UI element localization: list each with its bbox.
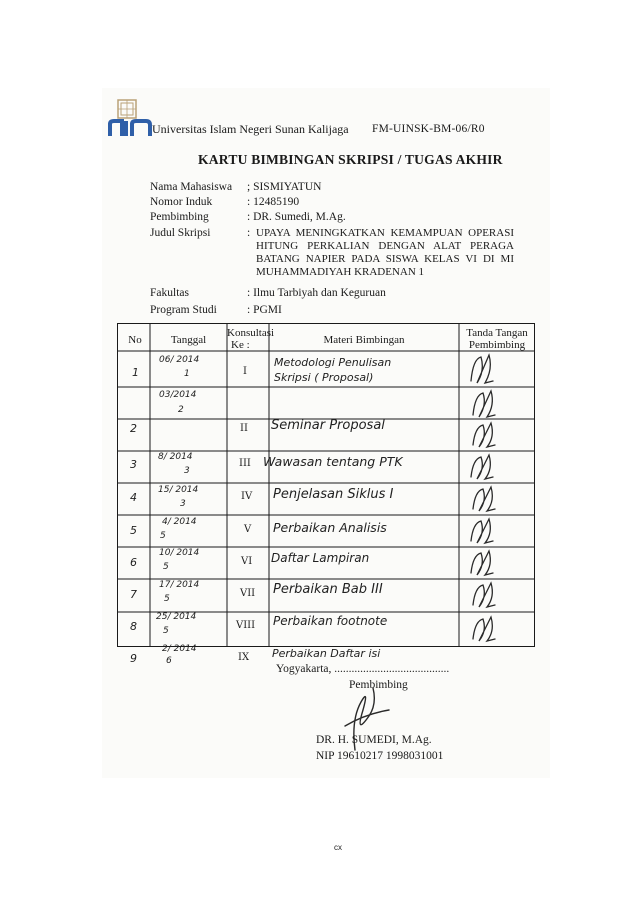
row-5-date-month: 5	[160, 531, 166, 541]
row-5-date: 4/ 2014	[162, 517, 197, 527]
header-consult-line-1: Konsultasi	[227, 327, 275, 339]
signature-row-7	[471, 551, 493, 575]
header-signature	[459, 327, 535, 351]
row-9-consult: IX	[238, 652, 250, 663]
row-3-no: 3	[130, 458, 137, 471]
row-8-date: 25/ 2014	[156, 612, 197, 622]
row-7-date-month: 5	[164, 594, 170, 604]
signature-row-5	[473, 487, 495, 511]
row-8-date-month: 5	[163, 626, 169, 636]
row-2-consult: II	[240, 423, 248, 434]
university-name: Universitas Islam Negeri Sunan Kalijaga	[152, 122, 349, 136]
row-7-date: 17/ 2014	[159, 580, 200, 590]
row-9-date-month: 6	[166, 656, 172, 666]
row-3-material: Wawasan tentang PTK	[263, 454, 403, 469]
name-label: Nama Mahasiswa	[150, 181, 233, 193]
row-9-no: 9	[130, 652, 137, 665]
header-date: Tanggal	[170, 334, 207, 346]
row-5-material: Perbaikan Analisis	[273, 520, 387, 535]
row-6-material: Daftar Lampiran	[271, 551, 370, 565]
row-1-consult: I	[243, 366, 247, 377]
footer-mark: cx	[334, 843, 342, 852]
header-signature-line-2: Pembimbing	[468, 339, 526, 351]
row-2-date-month: 2	[178, 405, 184, 415]
row-6-date-month: 5	[163, 562, 169, 572]
signature-row-6	[471, 519, 493, 543]
faculty-value: : Ilmu Tarbiyah dan Keguruan	[247, 287, 386, 299]
row-8-material: Perbaikan footnote	[273, 614, 388, 628]
row-2-date: 03/2014	[159, 390, 197, 400]
signature-row-1	[471, 355, 493, 383]
row-2-no: 2	[130, 422, 137, 435]
row-7-material: Perbaikan Bab III	[273, 582, 383, 597]
thesis-line-3: BATANG NAPIER PADA SISWA KELAS VI DI MI	[256, 253, 514, 265]
row-7-consult: VII	[240, 588, 256, 599]
thesis-colon: :	[247, 227, 251, 239]
signature-row-4	[471, 455, 493, 479]
signature-row-3	[473, 423, 495, 447]
row-4-date: 15/ 2014	[158, 485, 199, 495]
row-8-no: 8	[130, 620, 137, 633]
row-9-material: Perbaikan Daftar isi	[272, 647, 381, 660]
signature-row-9	[473, 617, 495, 641]
form-code: FM-UINSK-BM-06/R0	[372, 123, 485, 135]
thesis-label: Judul Skripsi	[150, 227, 211, 239]
city-date-line: Yogyakarta, ........................................	[276, 663, 450, 675]
row-4-consult: IV	[241, 491, 253, 502]
row-1-material-2: Skripsi ( Proposal)	[274, 371, 374, 384]
row-4-no: 4	[130, 491, 137, 504]
signature-row-8	[473, 583, 495, 607]
row-9-date: 2/ 2014	[162, 644, 197, 654]
advisor-value: : DR. Sumedi, M.Ag.	[247, 211, 346, 223]
row-1-no: 1	[132, 366, 139, 379]
program-value: : PGMI	[247, 304, 282, 316]
row-6-date: 10/ 2014	[159, 548, 200, 558]
row-4-date-month: 3	[180, 499, 186, 509]
thesis-line-4: MUHAMMADIYAH KRADENAN 1	[256, 266, 425, 278]
signer-nip: NIP 19610217 1998031001	[316, 750, 444, 762]
row-1-material: Metodologi Penulisan	[274, 356, 392, 369]
name-value: ; SISMIYATUN	[247, 181, 322, 193]
advisor-signatures	[459, 351, 535, 648]
row-5-no: 5	[130, 524, 137, 537]
row-7-no: 7	[130, 588, 137, 601]
row-3-date: 8/ 2014	[158, 452, 193, 462]
document-title: KARTU BIMBINGAN SKRIPSI / TUGAS AKHIR	[198, 152, 503, 167]
faculty-label: Fakultas	[150, 287, 189, 299]
row-4-material: Penjelasan Siklus I	[273, 487, 394, 502]
header-material: Materi Bimbingan	[323, 334, 405, 346]
signature-row-2	[473, 391, 495, 417]
program-label: Program Studi	[150, 304, 217, 316]
thesis-line-2: HITUNG PERKALIAN DENGAN ALAT PERAGA	[256, 240, 514, 252]
row-8-consult: VIII	[236, 620, 256, 631]
thesis-line-1: UPAYA MENINGKATKAN KEMAMPUAN OPERASI	[256, 227, 514, 239]
row-3-date-month: 3	[184, 466, 190, 476]
row-5-consult: V	[244, 524, 252, 535]
row-3-consult: III	[239, 458, 251, 469]
header-signature-line-1: Tanda Tangan	[466, 327, 528, 339]
university-logo	[108, 100, 152, 138]
row-6-no: 6	[130, 556, 137, 569]
row-1-date: 06/ 2014	[159, 355, 200, 365]
signer-role: Pembimbing	[349, 679, 408, 691]
header-consult-line-2: Ke :	[231, 339, 250, 351]
id-value: : 12485190	[247, 196, 300, 208]
row-6-consult: VI	[241, 556, 253, 567]
row-2-material: Seminar Proposal	[271, 418, 385, 433]
signer-name: DR. H. SUMEDI, M.Ag.	[316, 734, 432, 746]
advisor-label: Pembimbing	[150, 211, 209, 223]
id-label: Nomor Induk	[150, 196, 213, 208]
header-consult	[227, 327, 275, 351]
row-1-date-month: 1	[184, 369, 190, 379]
header-no: No	[128, 334, 142, 346]
